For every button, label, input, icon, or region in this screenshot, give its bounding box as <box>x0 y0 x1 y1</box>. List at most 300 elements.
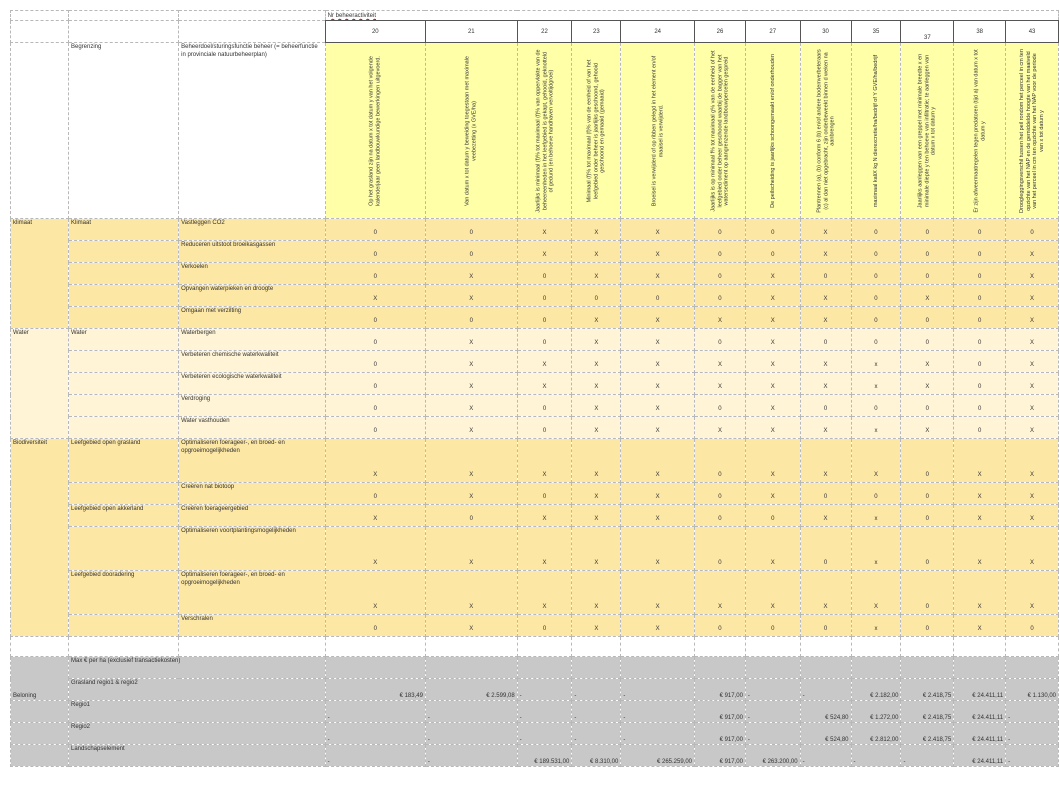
mark-cell[interactable]: X <box>1006 483 1059 505</box>
beloning-value[interactable]: - <box>851 745 901 767</box>
mark-cell[interactable]: X <box>425 395 517 417</box>
mark-cell[interactable]: X <box>800 417 851 439</box>
activity-desc-27[interactable] <box>745 43 800 219</box>
mark-cell[interactable]: X <box>425 571 517 615</box>
mark-cell[interactable]: 0 <box>901 219 954 241</box>
mark-cell[interactable]: X <box>954 571 1006 615</box>
activity-desc-26[interactable] <box>695 43 746 219</box>
beloning-row-label[interactable]: Regio2 <box>68 723 325 745</box>
mark-cell[interactable]: 0 <box>954 351 1006 373</box>
activity-desc-43[interactable] <box>1006 43 1059 219</box>
mark-cell[interactable]: 0 <box>517 285 572 307</box>
mark-cell[interactable]: 0 <box>851 285 901 307</box>
mark-cell[interactable]: X <box>1006 395 1059 417</box>
mark-cell[interactable]: X <box>621 527 695 571</box>
mark-cell[interactable]: X <box>800 351 851 373</box>
mark-cell[interactable]: X <box>745 307 800 329</box>
beloning-value[interactable]: - <box>621 679 695 701</box>
mark-cell[interactable]: 0 <box>800 395 851 417</box>
mark-cell[interactable]: X <box>425 439 517 483</box>
mark-cell[interactable]: 0 <box>1006 615 1059 637</box>
beloning-header[interactable]: Max € per ha (exclusief transactiekosten) <box>68 657 325 679</box>
mark-cell[interactable]: X <box>1006 307 1059 329</box>
mark-cell[interactable]: 0 <box>851 263 901 285</box>
mark-cell[interactable]: X <box>954 439 1006 483</box>
beloning-value[interactable]: - <box>325 723 425 745</box>
mark-cell[interactable]: X <box>325 527 425 571</box>
mark-cell[interactable]: X <box>621 439 695 483</box>
mark-cell[interactable]: X <box>621 351 695 373</box>
mark-cell[interactable]: 0 <box>901 483 954 505</box>
activity-desc-30[interactable] <box>800 43 851 219</box>
beheerdoel-label[interactable]: Verkoelen <box>179 263 326 285</box>
mark-cell[interactable]: 0 <box>745 241 800 263</box>
mark-cell[interactable]: 0 <box>325 307 425 329</box>
mark-cell[interactable]: X <box>517 351 572 373</box>
mark-cell[interactable]: 0 <box>695 263 746 285</box>
activity-nr-20[interactable]: 20 <box>325 21 425 43</box>
beloning-value[interactable]: - <box>621 723 695 745</box>
beloning-value[interactable]: € 524,80 <box>800 723 851 745</box>
mark-cell[interactable]: x <box>851 351 901 373</box>
activity-desc-37[interactable] <box>901 43 954 219</box>
group-label[interactable] <box>68 241 178 263</box>
beheerdoel-label[interactable]: Optimaliseren foerageer-, en broed- en opgroeimogelijkheden <box>179 571 326 615</box>
mark-cell[interactable]: X <box>1006 263 1059 285</box>
mark-cell[interactable]: 0 <box>851 307 901 329</box>
beloning-value[interactable]: € 265.259,00 <box>621 745 695 767</box>
mark-cell[interactable]: X <box>745 373 800 395</box>
mark-cell[interactable]: 0 <box>517 307 572 329</box>
mark-cell[interactable]: 0 <box>954 373 1006 395</box>
group-label[interactable]: Klimaat <box>68 219 178 241</box>
mark-cell[interactable]: 0 <box>800 263 851 285</box>
activity-nr-22[interactable]: 22 <box>517 21 572 43</box>
mark-cell[interactable]: 0 <box>325 241 425 263</box>
mark-cell[interactable]: X <box>954 527 1006 571</box>
mark-cell[interactable]: X <box>517 219 572 241</box>
beheerdoel-label[interactable]: Waterbergen <box>179 329 326 351</box>
beloning-value[interactable]: - <box>745 701 800 723</box>
activity-desc-22[interactable] <box>517 43 572 219</box>
beloning-value[interactable]: - <box>517 679 572 701</box>
mark-cell[interactable]: 0 <box>901 527 954 571</box>
mark-cell[interactable]: X <box>621 395 695 417</box>
group-label[interactable] <box>68 285 178 307</box>
beloning-value[interactable]: € 1.272,00 <box>851 701 901 723</box>
activity-nr-21[interactable]: 21 <box>425 21 517 43</box>
mark-cell[interactable]: X <box>572 505 621 527</box>
mark-cell[interactable]: 0 <box>851 483 901 505</box>
mark-cell[interactable]: 0 <box>325 263 425 285</box>
mark-cell[interactable]: 0 <box>695 439 746 483</box>
group-label[interactable] <box>68 373 178 395</box>
beloning-row-label[interactable]: Landschapselement <box>68 745 325 767</box>
mark-cell[interactable]: 0 <box>695 505 746 527</box>
mark-cell[interactable]: X <box>425 373 517 395</box>
mark-cell[interactable]: X <box>572 395 621 417</box>
mark-cell[interactable]: 0 <box>851 219 901 241</box>
mark-cell[interactable]: X <box>800 505 851 527</box>
activity-nr-30[interactable]: 30 <box>800 21 851 43</box>
mark-cell[interactable]: 0 <box>425 307 517 329</box>
mark-cell[interactable]: X <box>572 483 621 505</box>
mark-cell[interactable]: 0 <box>695 241 746 263</box>
mark-cell[interactable]: X <box>325 439 425 483</box>
beloning-value[interactable]: € 24.411,11 <box>954 723 1006 745</box>
mark-cell[interactable]: 0 <box>325 483 425 505</box>
activity-nr-43[interactable]: 43 <box>1006 21 1059 43</box>
section-label[interactable]: Biodiversiteit <box>11 439 69 637</box>
mark-cell[interactable]: X <box>800 219 851 241</box>
mark-cell[interactable]: X <box>325 285 425 307</box>
mark-cell[interactable]: 0 <box>901 505 954 527</box>
mark-cell[interactable]: X <box>621 241 695 263</box>
beloning-value[interactable]: - <box>572 723 621 745</box>
beloning-value[interactable]: - <box>572 701 621 723</box>
mark-cell[interactable]: x <box>851 615 901 637</box>
beloning-value[interactable]: - <box>745 723 800 745</box>
mark-cell[interactable]: 0 <box>901 395 954 417</box>
beloning-value[interactable]: € 917,00 <box>695 679 746 701</box>
mark-cell[interactable]: 0 <box>325 351 425 373</box>
mark-cell[interactable]: X <box>745 263 800 285</box>
mark-cell[interactable]: X <box>800 241 851 263</box>
beloning-value[interactable]: - <box>517 701 572 723</box>
mark-cell[interactable]: X <box>1006 439 1059 483</box>
mark-cell[interactable]: 0 <box>621 285 695 307</box>
beloning-value[interactable]: € 2.812,00 <box>851 723 901 745</box>
mark-cell[interactable]: X <box>425 285 517 307</box>
beloning-value[interactable]: € 24.411,11 <box>954 679 1006 701</box>
group-label[interactable] <box>68 263 178 285</box>
mark-cell[interactable]: 0 <box>425 219 517 241</box>
activity-nr-27[interactable]: 27 <box>745 21 800 43</box>
beloning-value[interactable]: € 2.418,75 <box>901 701 954 723</box>
beloning-label[interactable]: Beloning <box>11 657 69 701</box>
beloning-value[interactable]: € 2.418,75 <box>901 723 954 745</box>
group-label[interactable]: Leefgebied dooradering <box>68 571 178 615</box>
mark-cell[interactable]: X <box>745 417 800 439</box>
mark-cell[interactable]: X <box>425 329 517 351</box>
mark-cell[interactable]: X <box>325 505 425 527</box>
mark-cell[interactable]: X <box>800 285 851 307</box>
mark-cell[interactable]: X <box>572 351 621 373</box>
mark-cell[interactable]: X <box>800 307 851 329</box>
mark-cell[interactable]: x <box>851 527 901 571</box>
mark-cell[interactable]: X <box>1006 417 1059 439</box>
mark-cell[interactable]: X <box>425 615 517 637</box>
mark-cell[interactable]: X <box>572 307 621 329</box>
mark-cell[interactable]: X <box>425 483 517 505</box>
mark-cell[interactable]: 0 <box>901 571 954 615</box>
mark-cell[interactable]: 0 <box>901 263 954 285</box>
mark-cell[interactable]: 0 <box>800 329 851 351</box>
mark-cell[interactable]: X <box>572 417 621 439</box>
beloning-value[interactable]: € 524,80 <box>800 701 851 723</box>
mark-cell[interactable]: 0 <box>517 615 572 637</box>
mark-cell[interactable]: X <box>1006 329 1059 351</box>
mark-cell[interactable]: 0 <box>517 395 572 417</box>
mark-cell[interactable]: 0 <box>517 483 572 505</box>
mark-cell[interactable]: X <box>572 373 621 395</box>
mark-cell[interactable]: 0 <box>954 417 1006 439</box>
activity-nr-35[interactable]: 35 <box>851 21 901 43</box>
mark-cell[interactable]: 0 <box>325 395 425 417</box>
beloning-row-label[interactable]: Regio1 <box>68 701 325 723</box>
mark-cell[interactable]: 0 <box>901 615 954 637</box>
mark-cell[interactable]: 0 <box>745 505 800 527</box>
beloning-value[interactable]: € 2.599,08 <box>425 679 517 701</box>
beloning-value[interactable]: € 263.200,00 <box>745 745 800 767</box>
beheerdoel-label[interactable]: Vastleggen CO2 <box>179 219 326 241</box>
mark-cell[interactable]: X <box>621 219 695 241</box>
mark-cell[interactable]: X <box>621 373 695 395</box>
mark-cell[interactable]: X <box>745 351 800 373</box>
mark-cell[interactable]: X <box>745 527 800 571</box>
mark-cell[interactable]: X <box>621 615 695 637</box>
group-label[interactable] <box>68 527 178 571</box>
mark-cell[interactable]: X <box>572 527 621 571</box>
mark-cell[interactable]: 0 <box>954 395 1006 417</box>
beloning-value[interactable]: € 917,00 <box>695 745 746 767</box>
mark-cell[interactable]: 0 <box>1006 219 1059 241</box>
mark-cell[interactable]: x <box>851 417 901 439</box>
beheerdoel-label[interactable]: Verschralen <box>179 615 326 637</box>
nr-beheeractiviteit-label[interactable]: Nr beheeractiviteit <box>325 11 1058 21</box>
group-label[interactable] <box>68 483 178 505</box>
mark-cell[interactable]: X <box>745 571 800 615</box>
mark-cell[interactable]: X <box>901 285 954 307</box>
beloning-value[interactable]: € 917,00 <box>695 723 746 745</box>
beheerdoel-label[interactable]: Optimaliseren voortplantingsmogelijkheden <box>179 527 326 571</box>
mark-cell[interactable]: 0 <box>901 329 954 351</box>
beheerdoel-label[interactable]: Omgaan met verzilting <box>179 307 326 329</box>
mark-cell[interactable]: 0 <box>745 219 800 241</box>
mark-cell[interactable]: X <box>425 417 517 439</box>
mark-cell[interactable]: X <box>695 571 746 615</box>
mark-cell[interactable]: 0 <box>851 329 901 351</box>
beloning-value[interactable]: - <box>425 701 517 723</box>
mark-cell[interactable]: X <box>695 307 746 329</box>
mark-cell[interactable]: X <box>1006 241 1059 263</box>
beloning-value[interactable]: € 2.418,75 <box>901 679 954 701</box>
section-label[interactable]: klimaat <box>11 219 69 329</box>
mark-cell[interactable]: X <box>1006 351 1059 373</box>
mark-cell[interactable]: 0 <box>572 285 621 307</box>
group-label[interactable] <box>68 307 178 329</box>
mark-cell[interactable]: 0 <box>954 241 1006 263</box>
mark-cell[interactable]: X <box>425 527 517 571</box>
mark-cell[interactable]: X <box>1006 571 1059 615</box>
mark-cell[interactable]: 0 <box>425 241 517 263</box>
mark-cell[interactable]: X <box>517 439 572 483</box>
activity-nr-26[interactable]: 26 <box>695 21 746 43</box>
activity-nr-23[interactable]: 23 <box>572 21 621 43</box>
group-label[interactable] <box>68 395 178 417</box>
beheerdoel-label[interactable]: Opvangen waterpieken en droogte <box>179 285 326 307</box>
group-label[interactable]: Leefgebied open akkerland <box>68 505 178 527</box>
mark-cell[interactable]: X <box>745 483 800 505</box>
mark-cell[interactable]: X <box>695 417 746 439</box>
mark-cell[interactable]: 0 <box>745 615 800 637</box>
beloning-value[interactable]: - <box>1006 745 1059 767</box>
beloning-value[interactable]: € 917,00 <box>695 701 746 723</box>
mark-cell[interactable]: X <box>745 329 800 351</box>
mark-cell[interactable]: X <box>572 219 621 241</box>
mark-cell[interactable]: 0 <box>517 417 572 439</box>
mark-cell[interactable]: X <box>901 417 954 439</box>
mark-cell[interactable]: X <box>517 505 572 527</box>
mark-cell[interactable]: X <box>745 439 800 483</box>
mark-cell[interactable]: 0 <box>851 241 901 263</box>
mark-cell[interactable]: X <box>517 527 572 571</box>
mark-cell[interactable]: 0 <box>695 285 746 307</box>
beloning-value[interactable]: - <box>325 745 425 767</box>
mark-cell[interactable]: 0 <box>695 219 746 241</box>
mark-cell[interactable]: X <box>1006 527 1059 571</box>
beheerdoel-header[interactable]: Beheerdoel/sturingsfunctie beheer (= beheerfunctie in provinciale natuurbeheerplan) <box>179 43 326 219</box>
mark-cell[interactable]: X <box>695 373 746 395</box>
mark-cell[interactable]: X <box>901 351 954 373</box>
mark-cell[interactable]: 0 <box>901 307 954 329</box>
beloning-value[interactable]: € 189.531,00 <box>517 745 572 767</box>
group-label[interactable] <box>68 351 178 373</box>
mark-cell[interactable]: X <box>517 373 572 395</box>
group-label[interactable]: Leefgebied open grasland <box>68 439 178 483</box>
mark-cell[interactable]: X <box>1006 373 1059 395</box>
mark-cell[interactable]: X <box>621 417 695 439</box>
mark-cell[interactable]: X <box>325 571 425 615</box>
mark-cell[interactable]: X <box>621 571 695 615</box>
beloning-value[interactable]: € 24.411,11 <box>954 745 1006 767</box>
mark-cell[interactable]: X <box>901 373 954 395</box>
mark-cell[interactable]: 0 <box>325 417 425 439</box>
activity-desc-23[interactable] <box>572 43 621 219</box>
mark-cell[interactable]: 0 <box>800 527 851 571</box>
mark-cell[interactable]: 0 <box>695 395 746 417</box>
mark-cell[interactable]: 0 <box>954 263 1006 285</box>
mark-cell[interactable]: 0 <box>901 241 954 263</box>
mark-cell[interactable]: X <box>745 285 800 307</box>
mark-cell[interactable]: X <box>517 241 572 263</box>
mark-cell[interactable]: X <box>954 505 1006 527</box>
mark-cell[interactable]: X <box>851 571 901 615</box>
begrenzing-header[interactable]: Begrenzing <box>68 43 178 219</box>
beloning-value[interactable]: - <box>1006 701 1059 723</box>
mark-cell[interactable]: 0 <box>325 373 425 395</box>
beloning-value[interactable]: - <box>901 745 954 767</box>
beloning-value[interactable]: - <box>517 723 572 745</box>
beloning-value[interactable]: - <box>800 745 851 767</box>
mark-cell[interactable]: 0 <box>954 285 1006 307</box>
beheerdoel-label[interactable]: Optimaliseren foerageer-, en broed- en opgroeimogelijkheden <box>179 439 326 483</box>
activity-nr-37[interactable]: 37 <box>901 21 954 43</box>
mark-cell[interactable]: 0 <box>800 615 851 637</box>
mark-cell[interactable]: 0 <box>325 615 425 637</box>
beloning-value[interactable]: - <box>425 745 517 767</box>
beloning-value[interactable]: - <box>572 679 621 701</box>
mark-cell[interactable]: X <box>572 439 621 483</box>
mark-cell[interactable]: X <box>572 241 621 263</box>
beloning-value[interactable]: € 8.310,00 <box>572 745 621 767</box>
mark-cell[interactable]: 0 <box>695 329 746 351</box>
mark-cell[interactable]: 0 <box>695 527 746 571</box>
group-label[interactable] <box>68 615 178 637</box>
mark-cell[interactable]: X <box>621 505 695 527</box>
mark-cell[interactable]: 0 <box>954 307 1006 329</box>
activity-nr-38[interactable]: 38 <box>954 21 1006 43</box>
activity-desc-21[interactable] <box>425 43 517 219</box>
beloning-value[interactable]: - <box>325 701 425 723</box>
mark-cell[interactable]: 0 <box>517 263 572 285</box>
mark-cell[interactable]: X <box>621 263 695 285</box>
mark-cell[interactable]: X <box>954 483 1006 505</box>
beheerdoel-label[interactable]: Verdroging <box>179 395 326 417</box>
mark-cell[interactable]: X <box>1006 505 1059 527</box>
mark-cell[interactable]: X <box>572 615 621 637</box>
mark-cell[interactable]: 0 <box>954 329 1006 351</box>
mark-cell[interactable]: 0 <box>425 505 517 527</box>
mark-cell[interactable]: 0 <box>954 219 1006 241</box>
mark-cell[interactable]: 0 <box>695 615 746 637</box>
mark-cell[interactable]: X <box>621 329 695 351</box>
beheerdoel-label[interactable]: Verbeteren ecologische waterkwaliteit <box>179 373 326 395</box>
section-label[interactable]: Water <box>11 329 69 439</box>
activity-desc-35[interactable] <box>851 43 901 219</box>
mark-cell[interactable]: X <box>800 373 851 395</box>
beloning-value[interactable]: € 2.182,00 <box>851 679 901 701</box>
mark-cell[interactable]: 0 <box>517 329 572 351</box>
mark-cell[interactable]: X <box>621 307 695 329</box>
mark-cell[interactable]: x <box>851 373 901 395</box>
beloning-value[interactable]: - <box>800 679 851 701</box>
mark-cell[interactable]: X <box>800 571 851 615</box>
beloning-value[interactable]: - <box>745 679 800 701</box>
activity-desc-20[interactable] <box>325 43 425 219</box>
group-label[interactable] <box>68 417 178 439</box>
beloning-value[interactable]: - <box>1006 723 1059 745</box>
mark-cell[interactable]: 0 <box>325 329 425 351</box>
mark-cell[interactable]: X <box>572 263 621 285</box>
beloning-value[interactable]: € 183,49 <box>325 679 425 701</box>
beheerdoel-label[interactable]: Water vasthouden <box>179 417 326 439</box>
mark-cell[interactable]: X <box>851 439 901 483</box>
mark-cell[interactable]: X <box>572 571 621 615</box>
mark-cell[interactable]: X <box>572 329 621 351</box>
mark-cell[interactable]: 0 <box>325 219 425 241</box>
mark-cell[interactable]: x <box>851 505 901 527</box>
mark-cell[interactable]: 0 <box>695 483 746 505</box>
mark-cell[interactable]: X <box>425 351 517 373</box>
beloning-value[interactable]: - <box>425 723 517 745</box>
mark-cell[interactable]: X <box>621 483 695 505</box>
activity-desc-38[interactable] <box>954 43 1006 219</box>
beloning-value[interactable]: - <box>621 701 695 723</box>
beloning-value[interactable]: € 1.130,00 <box>1006 679 1059 701</box>
activity-nr-24[interactable]: 24 <box>621 21 695 43</box>
mark-cell[interactable]: X <box>425 263 517 285</box>
group-label[interactable]: Water <box>68 329 178 351</box>
mark-cell[interactable]: X <box>1006 285 1059 307</box>
mark-cell[interactable]: 0 <box>800 483 851 505</box>
activity-desc-24[interactable] <box>621 43 695 219</box>
beheerdoel-label[interactable]: Creëren nat biotoop <box>179 483 326 505</box>
beloning-value[interactable]: € 24.411,11 <box>954 701 1006 723</box>
beheerdoel-label[interactable]: Creëren foerageergebied <box>179 505 326 527</box>
beheerdoel-label[interactable]: Verbeteren chemische waterkwaliteit <box>179 351 326 373</box>
beloning-row-label[interactable]: Grasland regio1 & regio2 <box>68 679 325 701</box>
